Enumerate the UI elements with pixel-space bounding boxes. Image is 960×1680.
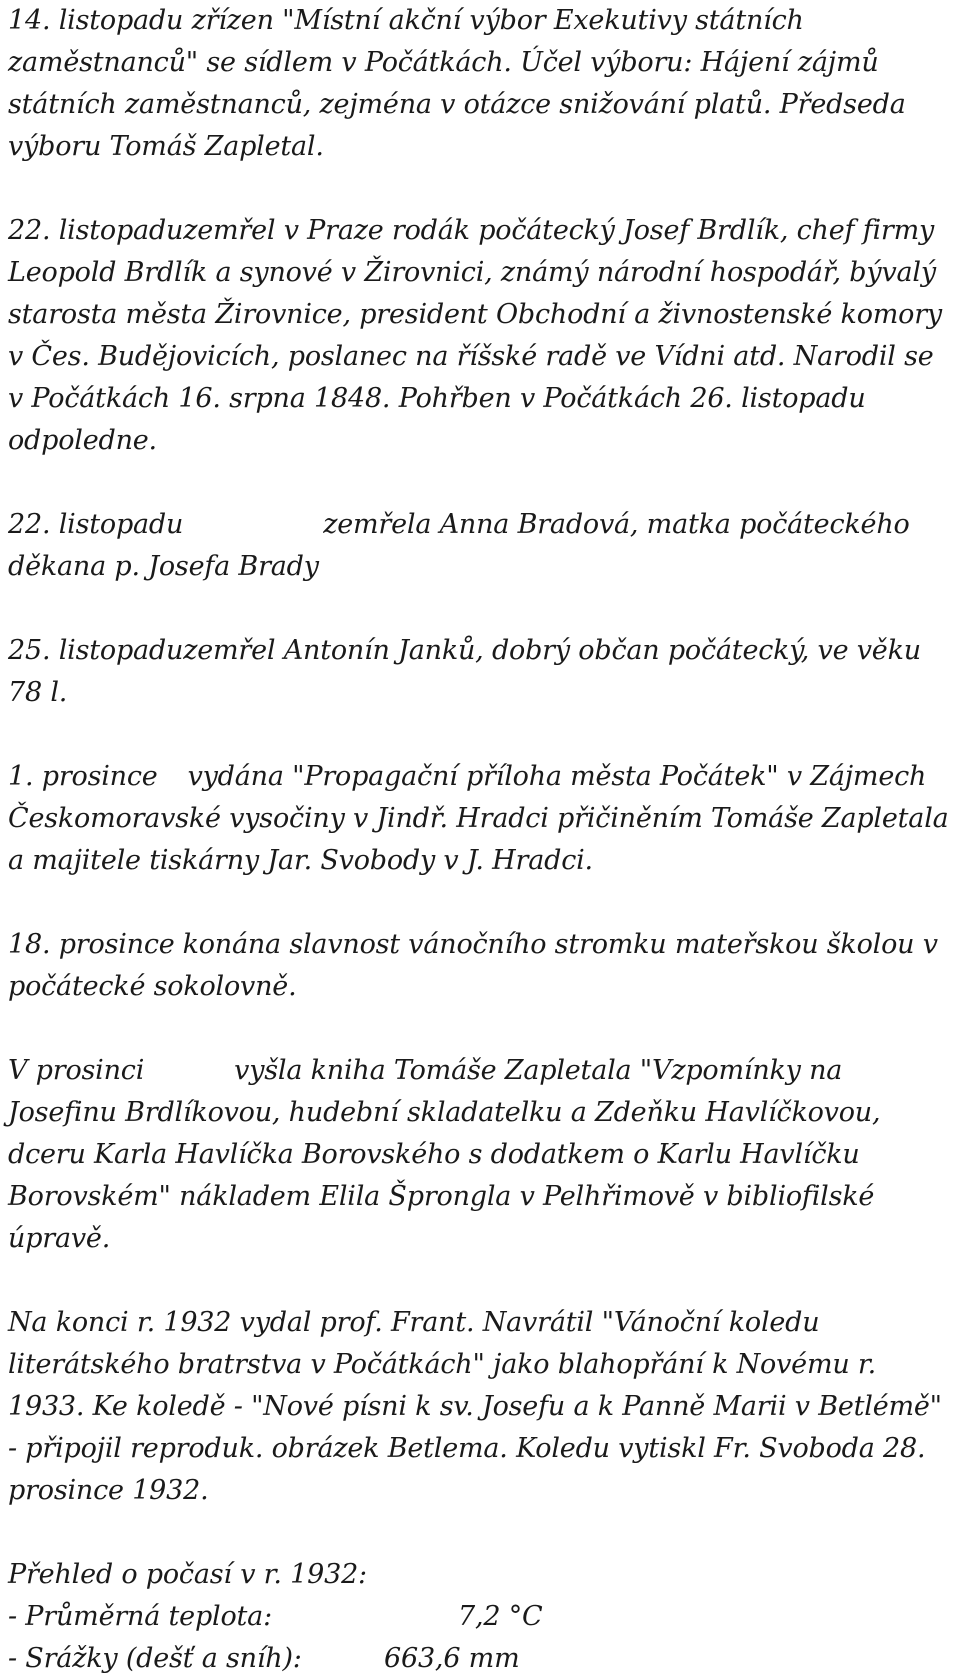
entry-date: 25. listopadu [8,635,184,666]
chronicle-entry [8,504,954,588]
entry-text: zemřel Antonín Janků, dobrý občan počátecký, ve věku 78 l. [8,635,921,708]
entry-date: 18. prosince [8,929,175,960]
precipitation-label: - Srážky (dešť a sníh): [8,1643,302,1674]
weather-heading: Přehled o počasí v r. 1932: [8,1559,367,1590]
weather-temperature-row [8,1596,954,1638]
entry-text: konána slavnost vánočního stromku mateřskou školou v počátecké sokolovně. [8,929,938,1002]
chronicle-entry [8,0,954,168]
temperature-value: 7,2 °C [458,1601,543,1632]
weather-precipitation-row [8,1638,954,1680]
chronicle-entry [8,1050,954,1260]
chronicle-page [8,0,954,1680]
entry-text: zemřel v Praze rodák počátecký Josef Brdlík, chef firmy Leopold Brdlík a synové v Žirovnici, známý národní hospodář, bývalý starosta města Žirovnice, president Obchodní a živnostenské komory v Čes. Budějovicích, poslanec na říšské radě ve Vídni atd. Narodil se v Počátkách 16. srpna 1848. Pohřben v Počátkách 26. listopadu odpoledne. [8,215,942,456]
chronicle-entry [8,210,954,462]
entry-text: vydána "Propagační příloha města Počátek" v Zájmech Českomoravské vysočiny v Jindř. Hradci přičiněním Tomáše Zapletala a majitele tiskárny Jar. Svobody v J. Hradci. [8,761,949,876]
entry-text: zemřela Anna Bradová, matka počáteckého děkana p. Josefa Brady [8,509,910,582]
entry-date: 14. listopadu [8,5,184,36]
entry-text: Na konci r. 1932 vydal prof. Frant. Navrátil "Vánoční koledu literátského bratrstva v Počátkách" jako blahopřání k Novému r. 1933. Ke koledě - "Nové písni k sv. Josefu a k Panně Marii v Betlémě" - připojil reproduk. obrázek Betlema. Koledu vytiskl Fr. Svoboda 28. prosince 1932. [8,1307,942,1506]
chronicle-entry [8,630,954,714]
entry-date: 1. prosince [8,761,158,792]
entry-text: zřízen "Místní akční výbor Exekutivy státních zaměstnanců" se sídlem v Počátkách. Účel výboru: Hájení zájmů státních zaměstnanců, zejména v otázce snižování platů. Předseda výboru Tomáš Zapletal. [8,5,906,162]
entry-date: 22. listopadu [8,215,184,246]
chronicle-entry [8,1302,954,1512]
chronicle-entry [8,924,954,1008]
entry-date: V prosinci [8,1055,145,1086]
entry-text: vyšla kniha Tomáše Zapletala "Vzpomínky na Josefinu Brdlíkovou, hudební skladatelku a Zdeňku Havlíčkovou, dceru Karla Havlíčka Borovského s dodatkem o Karlu Havlíčku Borovském" nákladem Elila Šprongla v Pelhřimově v bibliofilské úpravě. [8,1055,881,1254]
entry-date: 22. listopadu [8,509,184,540]
temperature-label: - Průměrná teplota: [8,1601,272,1632]
chronicle-entry [8,756,954,882]
weather-summary [8,1554,954,1680]
precipitation-value: 663,6 mm [384,1643,520,1674]
